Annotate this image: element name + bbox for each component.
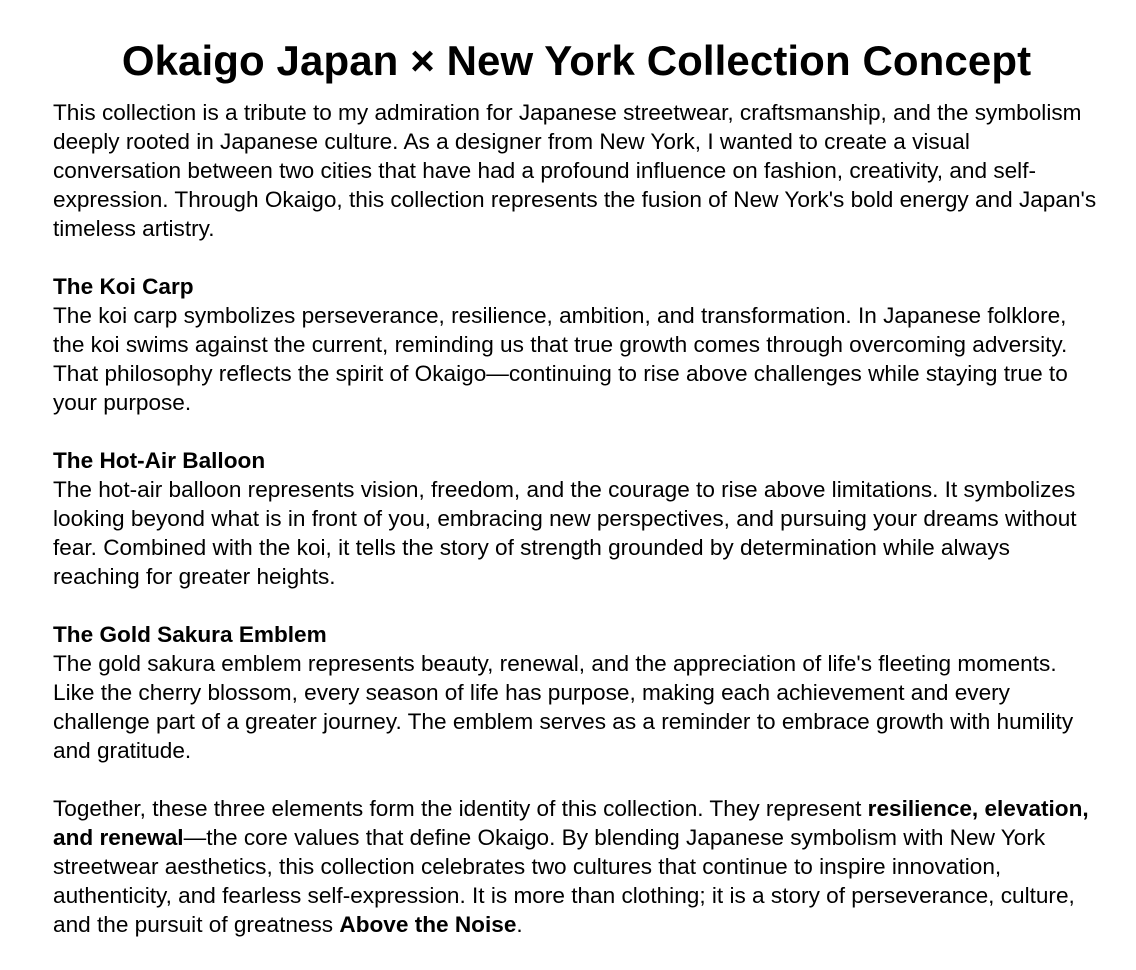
- section-body: The koi carp symbolizes perseverance, resilience, ambition, and transformation. In Japanese folklore, the koi swims against the current, reminding us that true growth comes through overcoming adversity. That philosophy reflects the spirit of Okaigo—continuing to rise above challenges while staying true to your purpose.: [53, 303, 1068, 415]
- document-title: Okaigo Japan × New York Collection Concept: [121, 37, 1032, 84]
- closing-text-part1: Together, these three elements form the identity of this collection. They represent: [53, 796, 868, 821]
- section-koi-carp: [53, 272, 1102, 417]
- closing-text-part2: —the core values that define Okaigo. By blending Japanese symbolism with New York streetwear aesthetics, this collection celebrates two cultures that continue to inspire innovation, authenticity, and fearless self-expression. It is more than clothing; it is a story of perseverance, culture, and the pursuit of greatness: [53, 825, 1075, 937]
- section-hot-air-balloon: [53, 446, 1102, 591]
- section-heading: The Gold Sakura Emblem: [53, 622, 327, 647]
- closing-bold-tagline: Above the Noise: [339, 912, 517, 937]
- section-gold-sakura-emblem: [53, 620, 1102, 765]
- section-heading: The Hot-Air Balloon: [53, 448, 266, 473]
- section-heading: The Koi Carp: [53, 274, 194, 299]
- closing-section: [53, 794, 1102, 939]
- document-body: [53, 98, 1102, 939]
- section-body: The gold sakura emblem represents beauty, renewal, and the appreciation of life's fleeting moments. Like the cherry blossom, every season of life has purpose, making each achievement and every challenge part of a greater journey. The emblem serves as a reminder to embrace growth with humility and gratitude.: [53, 651, 1074, 763]
- closing-bold-values: resilience, elevation, and renewal: [53, 796, 1089, 850]
- closing-text-part3: .: [516, 912, 523, 937]
- intro-paragraph: This collection is a tribute to my admiration for Japanese streetwear, craftsmanship, and the symbolism deeply rooted in Japanese culture. As a designer from New York, I wanted to create a visual conversation between two cities that have had a profound influence on fashion, creativity, and self-expression. Through Okaigo, this collection represents the fusion of New York's bold energy and Japan's timeless artistry.: [53, 100, 1097, 241]
- closing-paragraph: [53, 794, 1102, 939]
- section-body: The hot-air balloon represents vision, freedom, and the courage to rise above limitations. It symbolizes looking beyond what is in front of you, embracing new perspectives, and pursuing your dreams without fear. Combined with the koi, it tells the story of strength grounded by determination while always reaching for greater heights.: [53, 477, 1077, 589]
